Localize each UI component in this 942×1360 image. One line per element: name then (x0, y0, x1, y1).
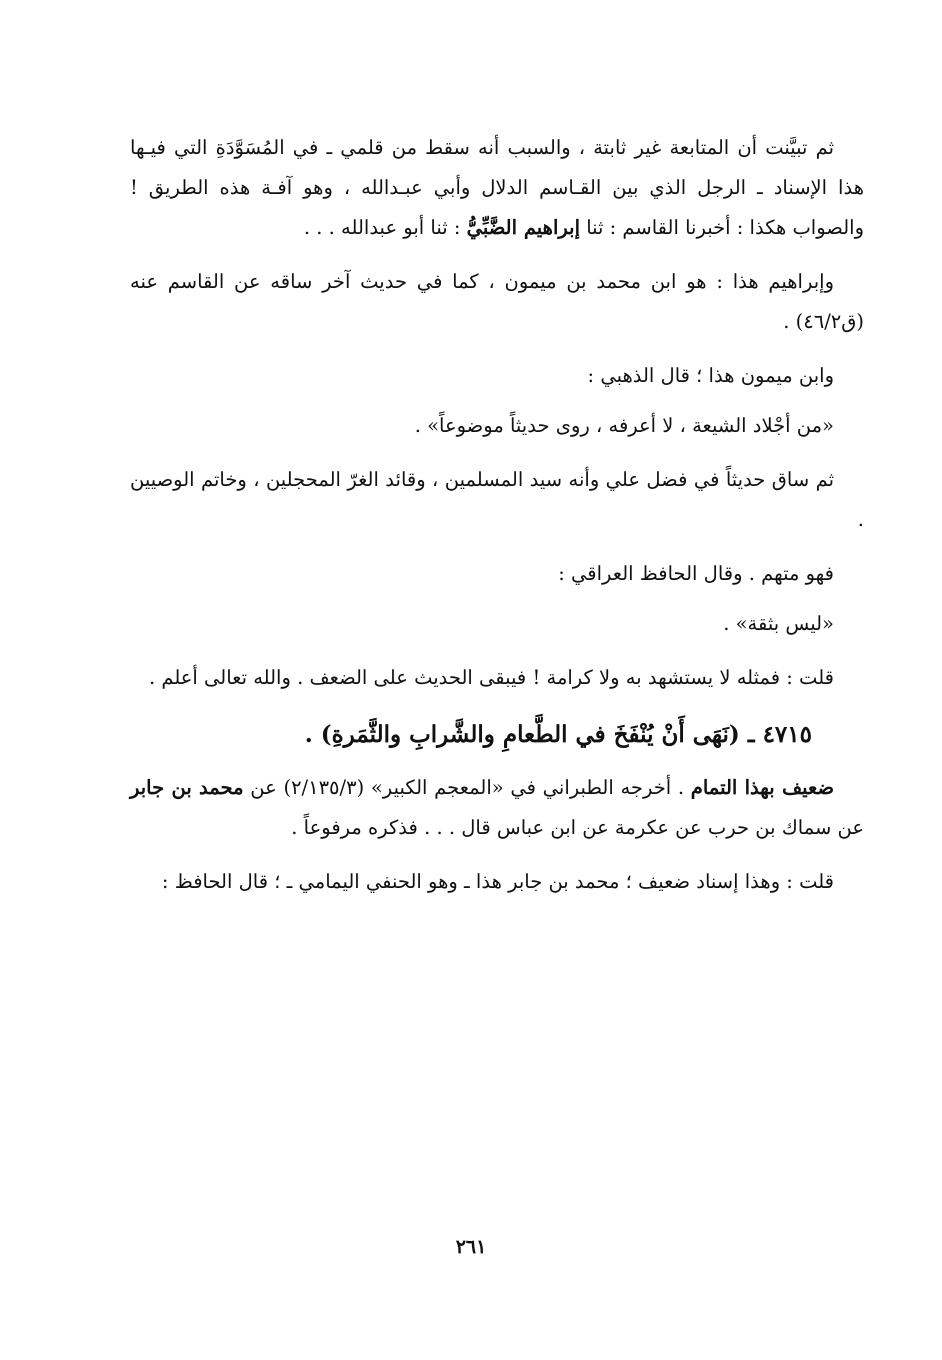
narrator-name-bold: إبراهيم الضَّبِّيُّ (466, 216, 580, 239)
paragraph-3: وابن ميمون هذا ؛ قال الذهبي : (587, 364, 834, 387)
paragraph-6: فهو متهم . وقال الحافظ العراقي : (558, 562, 834, 585)
quote-dhahabi: «من أجْلاد الشيعة ، لا أعرفه ، روى حديثاً موضوعاً» . (414, 414, 834, 437)
paragraph-1 (130, 128, 864, 248)
paragraph-2: وإبراهيم هذا : هو ابن محمد بن ميمون ، كما في حديث آخر ساقه عن القاسم عنه (ق٤٦/٢) . (130, 270, 864, 333)
quote-iraqi: «ليس بثقة» . (723, 612, 834, 635)
section-paragraph-1-text: . أخرجه الطبراني في «المعجم الكبير» (٢/١٣٥/٣) عن (243, 776, 691, 799)
grading-bold: ضعيف بهذا التمام (690, 776, 835, 799)
section-paragraph-2: قلت : وهذا إسناد ضعيف ؛ محمد بن جابر هذا ـ وهو الحنفي اليمامي ـ ؛ قال الحافظ : (161, 870, 834, 893)
section-paragraph-1 (130, 768, 864, 848)
paragraph-8: قلت : فمثله لا يستشهد به ولا كرامة ! فيبقى الحديث على الضعف . والله تعالى أعلم . (148, 666, 834, 689)
paragraph-1-tail: : ثنا أبو عبدالله . . . (303, 216, 467, 239)
narrator-bold: محمد بن جابر (130, 776, 244, 799)
paragraph-1-text: ثم تبيَّنت أن المتابعة غير ثابتة ، والسبب أنه سقط من قلمي ـ في المُسَوَّدَةِ التي فيـها هذا الإسناد ـ الرجل الذي بين القـاسم الدلال وأبي عبـدالله ، وهو آفـة هذه الطريق ! والصواب هكذا : أخبرنا القاسم : ثنا (130, 136, 864, 239)
page-body (130, 128, 864, 902)
paragraph-5: ثم ساق حديثاً في فضل علي وأنه سيد المسلمين ، وقائد الغرّ المحجلين ، وخاتم الوصيين . (130, 468, 864, 531)
section-paragraph-1-tail: عن سماك بن حرب عن عكرمة عن ابن عباس قال . . . فذكره مرفوعاً . (291, 816, 864, 839)
page-number: ٢٦١ (455, 1236, 487, 1258)
hadith-heading: ٤٧١٥ ـ (نَهَى أَنْ يُنْفَخَ في الطَّعامِ والشَّرابِ والثَّمَرةِ) . (304, 721, 812, 748)
